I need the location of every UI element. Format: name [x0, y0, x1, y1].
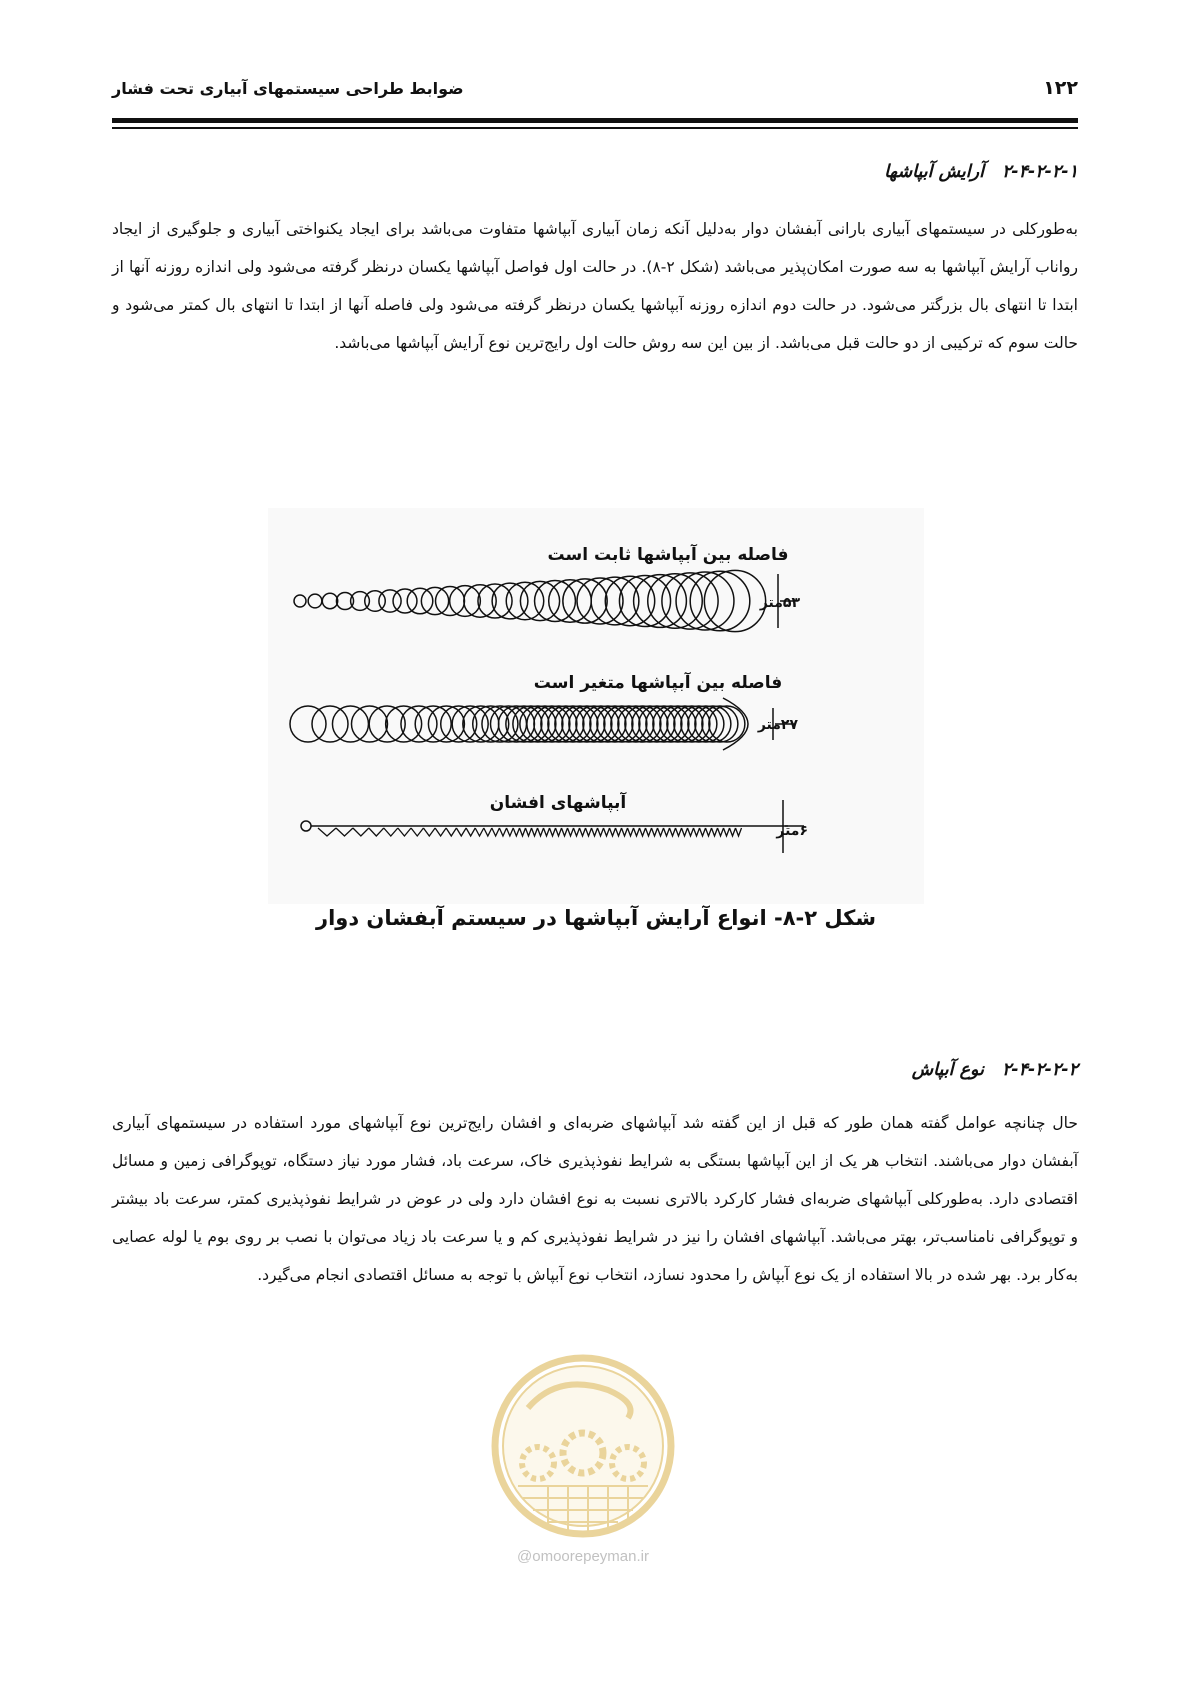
spray-nozzle [730, 828, 736, 836]
spray-nozzle [640, 828, 646, 836]
sprinkler-circle [498, 706, 534, 742]
sprinkler-circle [534, 706, 570, 742]
spray-nozzle [628, 828, 634, 836]
sprinkler-circle [393, 589, 417, 613]
sprinkler-circle [634, 575, 687, 628]
spray-nozzle [466, 828, 475, 836]
sprinkler-circle [618, 706, 654, 742]
sprinkler-circle [562, 706, 598, 742]
spray-nozzle [598, 828, 604, 836]
label-spray-nozzles: آبپاشهای افشان [489, 793, 627, 813]
spray-nozzle [652, 828, 658, 836]
spray-nozzle [682, 828, 688, 836]
sprinkler-circle [583, 706, 619, 742]
label-variable-spacing: فاصله بین آبپاشها متغیر است [533, 673, 783, 693]
spray-nozzle [550, 828, 556, 836]
spray-nozzle [664, 828, 670, 836]
sprinkler-circle [463, 706, 499, 742]
spray-nozzle [646, 828, 652, 836]
sprinkler-circle [648, 574, 703, 629]
sprinkler-circle [541, 706, 577, 742]
sprinkler-circle [294, 595, 306, 607]
sprinkler-circle [704, 570, 765, 631]
section-heading-sprinkler-arrangement [112, 162, 1078, 182]
sprinkler-circle [379, 590, 401, 612]
spray-nozzle [544, 828, 550, 836]
sprinkler-circle [527, 706, 563, 742]
spray-nozzle [580, 828, 586, 836]
spray-nozzle [492, 828, 500, 836]
sprinkler-circle [611, 706, 647, 742]
spray-nozzle [513, 828, 519, 836]
section-number: ۲-۴-۲-۲-۱ [1001, 162, 1078, 182]
dimension-label-row3: ۶متر [776, 823, 808, 839]
sprinkler-circle [555, 706, 591, 742]
sprinkler-circle [590, 706, 626, 742]
section-title: آرایش آبپاشها [884, 162, 984, 182]
spray-nozzle [398, 828, 411, 836]
label-fixed-spacing: فاصله بین آبپاشها ثابت است [547, 545, 789, 565]
sprinkler-circle [646, 706, 682, 742]
sprinkler-circle [312, 706, 348, 742]
sprinkler-circle [576, 706, 612, 742]
sprinkler-circle [506, 706, 542, 742]
sprinkler-circle [619, 575, 670, 626]
spray-nozzle [562, 828, 568, 836]
sprinkler-circle [386, 706, 422, 742]
page-header [112, 66, 1078, 110]
sprinkler-circle [639, 706, 675, 742]
sprinkler-circle [492, 583, 528, 619]
watermark-text: @omoorepeyman.ir [517, 1548, 649, 1565]
spray-nozzle [610, 828, 616, 836]
sprinkler-circle [667, 706, 703, 742]
spray-nozzle [507, 828, 514, 836]
spray-nozzle [700, 828, 706, 836]
section-number: ۲-۴-۲-۲-۲ [1001, 1060, 1078, 1080]
figure-sprinkler-arrangements [268, 508, 924, 904]
spray-nozzle [484, 828, 492, 836]
sprinkler-circle [308, 594, 322, 608]
sprinkler-circle [653, 706, 689, 742]
sprinkler-circle [569, 706, 605, 742]
sprinkler-circle [674, 706, 710, 742]
spray-nozzle [520, 828, 526, 836]
spray-nozzle [718, 828, 724, 836]
sprinkler-circle [688, 706, 724, 742]
spray-nozzle [688, 828, 694, 836]
spray-nozzle [658, 828, 664, 836]
figure-diagram [268, 508, 924, 904]
sprinkler-circle [690, 571, 750, 631]
spray-nozzle [604, 828, 610, 836]
row-variable-spacing [290, 698, 796, 750]
sprinkler-circle [702, 706, 738, 742]
paragraph-sprinkler-type: حال چنانچه عوامل گفته همان طور که قبل از این گفته شد آبپاشهای ضربه‌ای و افشان رایج‌ترین نوع آبپاشهای مورد استفاده در سیستمهای آبیاری آبفشان دوار می‌باشند. انتخاب هر یک از این آبپاشها بستگی به شرایط نفوذپذیری خاک، سرعت باد، فشار مورد نیاز دستگاه، توپوگرافی زمین و مسائل اقتصادی دارد. به‌طورکلی آبپاشهای ضربه‌ای فشار کارکرد بالاتری نسبت به نوع افشان دارد ولی در عوض در شرایط نفوذپذیری کمتر، سرعت باد بیشتر و توپوگرافی نامناسب‌تر، بهتر می‌باشد. آبپاشهای افشان را نیز در شرایط نفوذپذیری کم و یا سرعت باد زیاد می‌توان با نصب بر روی بوم یا لوله عصایی به‌کار برد. بهر شده در بالا استفاده از یک نوع آبپاش را محدود نسازد، انتخاب نوع آبپاش با توجه به مسائل اقتصادی انجام می‌گیرد. [112, 1114, 1078, 1284]
spray-nozzle [568, 828, 574, 836]
sprinkler-circle [660, 706, 696, 742]
spray-nozzle [411, 828, 423, 836]
sprinkler-circle [401, 706, 437, 742]
sprinkler-circle [625, 706, 661, 742]
spray-nozzle [532, 828, 538, 836]
spray-nozzle [634, 828, 640, 836]
sprinkler-circle [548, 706, 584, 742]
spray-nozzle [574, 828, 580, 836]
spray-nozzle [670, 828, 676, 836]
sprinkler-circle [597, 706, 633, 742]
spray-nozzle [423, 828, 435, 836]
running-title: ضوابط طراحی سیستمهای آبیاری تحت فشار [112, 78, 464, 98]
spray-nozzle [736, 828, 742, 836]
spray-nozzle [475, 828, 484, 836]
sprinkler-circle [290, 706, 326, 742]
sprinkler-circle [695, 706, 731, 742]
spray-nozzle [384, 828, 398, 836]
spray-nozzle [446, 828, 456, 836]
spray-nozzle [616, 828, 622, 836]
row-fixed-spacing [294, 570, 798, 631]
dimension-label-row2: ۲۷متر [757, 717, 798, 733]
spray-nozzle [592, 828, 598, 836]
spray-nozzle [435, 828, 446, 836]
spray-nozzle [526, 828, 532, 836]
spray-nozzle [318, 828, 336, 836]
sprinkler-circle [709, 706, 745, 742]
sprinkler-circle [604, 706, 640, 742]
spray-nozzle [712, 828, 718, 836]
spray-nozzle [369, 828, 384, 836]
dimension-label-row1: ۵۳متر [759, 595, 800, 611]
sprinkler-circle [520, 706, 556, 742]
sprinkler-circle [322, 593, 337, 608]
spray-nozzle [586, 828, 592, 836]
page-number: ۱۲۲ [1043, 77, 1078, 99]
spray-nozzle [622, 828, 628, 836]
sprinkler-circle [407, 588, 433, 614]
header-rule-thick [112, 118, 1078, 123]
sprinkler-circle [681, 706, 717, 742]
figure-caption: شکل ۲-۸- انواع آرایش آبپاشها در سیستم آبفشان دوار [316, 906, 876, 930]
sprinkler-circle [332, 706, 368, 742]
watermark-logo [488, 1348, 678, 1568]
spray-nozzle [706, 828, 712, 836]
section-heading-sprinkler-type [112, 1060, 1078, 1080]
spray-nozzle [676, 828, 682, 836]
spray-nozzle [353, 828, 369, 836]
spray-nozzle [336, 828, 353, 836]
section-title: نوع آبپاش [911, 1060, 984, 1080]
watermark-emblem [488, 1348, 678, 1548]
pivot-point [301, 821, 311, 831]
header-rule-thin [112, 127, 1078, 129]
spray-nozzle [556, 828, 562, 836]
sprinkler-circle [452, 706, 488, 742]
paragraph-sprinkler-arrangement: به‌طورکلی در سیستمهای آبیاری بارانی آبفشان دوار به‌دلیل آنکه زمان آبیاری آبپاشها متفاوت می‌باشد برای ایجاد یکنواختی آبیاری و جلوگیری از ایجاد رواناب آرایش آبپاشها به سه صورت امکان‌پذیر می‌باشد (شکل ۲-۸). در حالت اول فواصل آبپاشها یکسان درنظر گرفته می‌شود ولی اندازه روزنه آنها از ابتدا تا انتهای بال بزرگتر می‌شود. در حالت دوم اندازه روزنه آبپاشها یکسان درنظر گرفته می‌شود ولی فاصله آنها از ابتدا تا انتهای بال کمتر می‌شود و حالت سوم که ترکیبی از دو حالت قبل می‌باشد. از بین این سه روش حالت اول رایج‌ترین نوع آرایش آبپاشها می‌باشد. [112, 220, 1078, 352]
spray-nozzle [538, 828, 544, 836]
spray-nozzle [499, 828, 506, 836]
spray-nozzle [694, 828, 700, 836]
spray-nozzle [724, 828, 730, 836]
spray-nozzle [456, 828, 466, 836]
sprinkler-circle [632, 706, 668, 742]
